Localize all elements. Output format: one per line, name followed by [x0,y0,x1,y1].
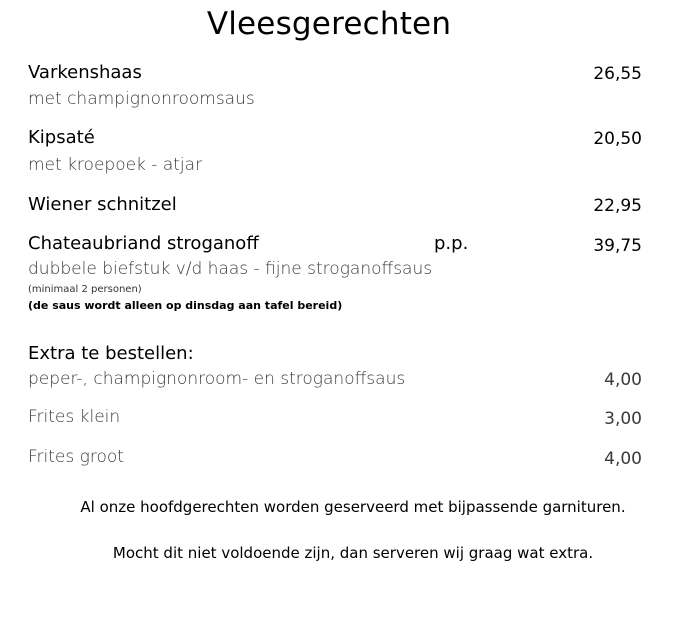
extra-item-frites-groot: Frites groot [28,447,124,467]
dish-name-kipsate: Kipsaté [28,127,95,148]
dish-description-kipsate: met kroepoek - atjar [28,155,203,175]
dish-price-chateaubriand: 39,75 [593,236,642,256]
dish-description-varkenshaas: met champignonroomsaus [28,89,255,109]
footer-note-garnishes: Al onze hoofdgerechten worden geserveerd met bijpassende garnituren. [80,498,626,516]
extras-heading: Extra te bestellen: [28,343,194,364]
dish-name-wiener-schnitzel: Wiener schnitzel [28,194,177,215]
extra-price-frites-groot: 4,00 [604,449,642,469]
dish-price-wiener-schnitzel: 22,95 [593,196,642,216]
extra-item-sauces: peper-, champignonroom- en stroganoffsaus [28,369,406,389]
dish-description-chateaubriand: dubbele biefstuk v/d haas - fijne stroganoffsaus [28,259,433,279]
dish-price-kipsate: 20,50 [593,129,642,149]
footer-note-extra: Mocht dit niet voldoende zijn, dan serveren wij graag wat extra. [112,544,594,562]
dish-name-varkenshaas: Varkenshaas [28,62,142,83]
dish-name-chateaubriand: Chateaubriand stroganoff [28,233,259,254]
dish-unit-pp: p.p. [434,233,469,254]
page-title: Vleesgerechten [206,6,452,42]
dish-price-varkenshaas: 26,55 [593,64,642,84]
extra-item-frites-klein: Frites klein [28,407,121,427]
extra-price-sauces: 4,00 [604,370,642,390]
dish-note-minimum-persons: (minimaal 2 personen) [28,284,142,295]
extra-price-frites-klein: 3,00 [604,409,642,429]
dish-note-sauce: (de saus wordt alleen op dinsdag aan tafel bereid) [28,299,343,312]
